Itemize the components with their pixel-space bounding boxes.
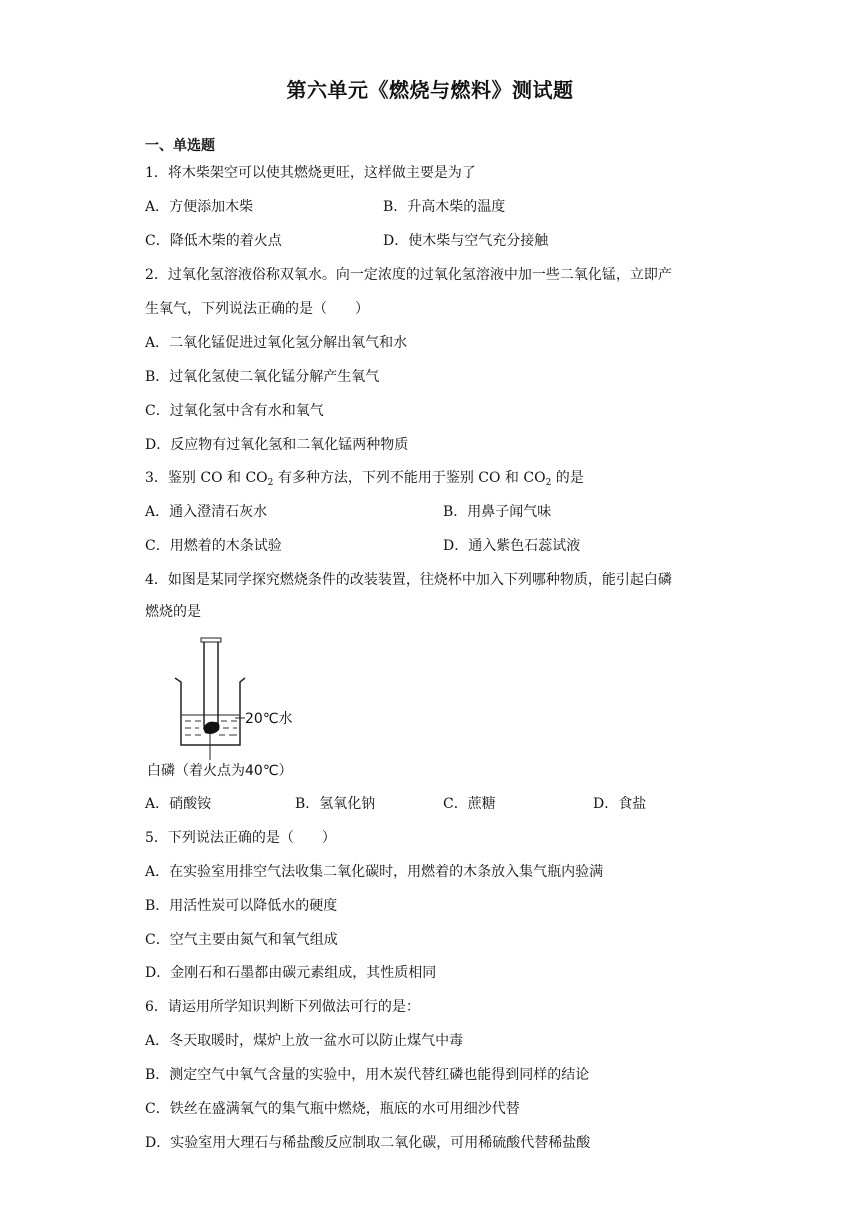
question-1-option-c: C．降低木柴的着火点	[145, 233, 282, 249]
beaker-figure	[145, 630, 315, 780]
question-3-option-d: D．通入紫色石蕊试液	[443, 538, 581, 554]
question-3-option-b: B．用鼻子闻气味	[443, 504, 552, 520]
white-phosphorus-caption: 白磷（着火点为40℃）	[147, 763, 293, 779]
question-3-option-a: A．通入澄清石灰水	[145, 504, 268, 520]
question-3-stem-part2: 有多种方法，下列不能用于鉴别 CO 和 CO	[273, 470, 546, 486]
subscript-2: 2	[545, 478, 552, 488]
question-6-stem: 6．请运用所学知识判断下列做法可行的是：	[145, 999, 420, 1015]
question-3-stem-part3: 的是	[551, 470, 584, 486]
question-4-option-c: C．蔗糖	[443, 796, 496, 812]
question-6-option-c: C．铁丝在盛满氧气的集气瓶中燃烧，瓶底的水可用细沙代替	[145, 1101, 520, 1117]
question-4-stem-line1: 4．如图是某同学探究燃烧条件的改装装置，往烧杯中加入下列哪种物质，能引起白磷	[145, 572, 672, 588]
question-5-stem: 5．下列说法正确的是（ ）	[145, 830, 336, 846]
question-3-stem-part1: 3．鉴别 CO 和 CO	[145, 470, 268, 486]
subscript-2: 2	[267, 478, 274, 488]
question-2-option-d: D．反应物有过氧化氢和二氧化锰两种物质	[145, 437, 409, 453]
question-4-stem-line2: 燃烧的是	[145, 604, 201, 620]
question-6-option-d: D．实验室用大理石与稀盐酸反应制取二氧化碳，可用稀硫酸代替稀盐酸	[145, 1135, 591, 1151]
question-6-option-a: A．冬天取暖时，煤炉上放一盆水可以防止煤气中毒	[145, 1033, 464, 1049]
question-5-option-c: C．空气主要由氮气和氧气组成	[145, 932, 338, 948]
question-4-option-b: B．氢氧化钠	[295, 796, 376, 812]
question-2-option-a: A．二氧化锰促进过氧化氢分解出氧气和水	[145, 335, 408, 351]
question-1-option-d: D．使木柴与空气充分接触	[383, 233, 549, 249]
water-temperature-label: 20℃水	[245, 711, 293, 727]
question-2-stem-line2: 生氧气，下列说法正确的是（ ）	[145, 301, 369, 317]
question-3-stem	[145, 469, 584, 487]
question-1-stem: 1．将木柴架空可以使其燃烧更旺，这样做主要是为了	[145, 165, 476, 181]
question-1-option-b: B．升高木柴的温度	[383, 199, 506, 215]
question-2-option-c: C．过氧化氢中含有水和氧气	[145, 403, 324, 419]
question-4-option-a: A．硝酸铵	[145, 796, 212, 812]
page-title: 第六单元《燃烧与燃料》测试题	[286, 78, 574, 102]
beaker-diagram	[145, 630, 315, 780]
question-5-option-b: B．用活性炭可以降低水的硬度	[145, 898, 338, 914]
question-4-option-d: D．食盐	[593, 796, 647, 812]
question-5-option-a: A．在实验室用排空气法收集二氧化碳时，用燃着的木条放入集气瓶内验满	[145, 864, 604, 880]
question-1-option-a: A．方便添加木柴	[145, 199, 254, 215]
section-heading: 一、单选题	[145, 138, 215, 154]
question-5-option-d: D．金刚石和石墨都由碳元素组成，其性质相同	[145, 965, 437, 981]
question-2-option-b: B．过氧化氢使二氧化锰分解产生氧气	[145, 369, 380, 385]
question-2-stem-line1: 2．过氧化氢溶液俗称双氧水。向一定浓度的过氧化氢溶液中加一些二氧化锰，立即产	[145, 267, 672, 283]
question-3-option-c: C．用燃着的木条试验	[145, 538, 282, 554]
question-6-option-b: B．测定空气中氧气含量的实验中，用木炭代替红磷也能得到同样的结论	[145, 1067, 590, 1083]
